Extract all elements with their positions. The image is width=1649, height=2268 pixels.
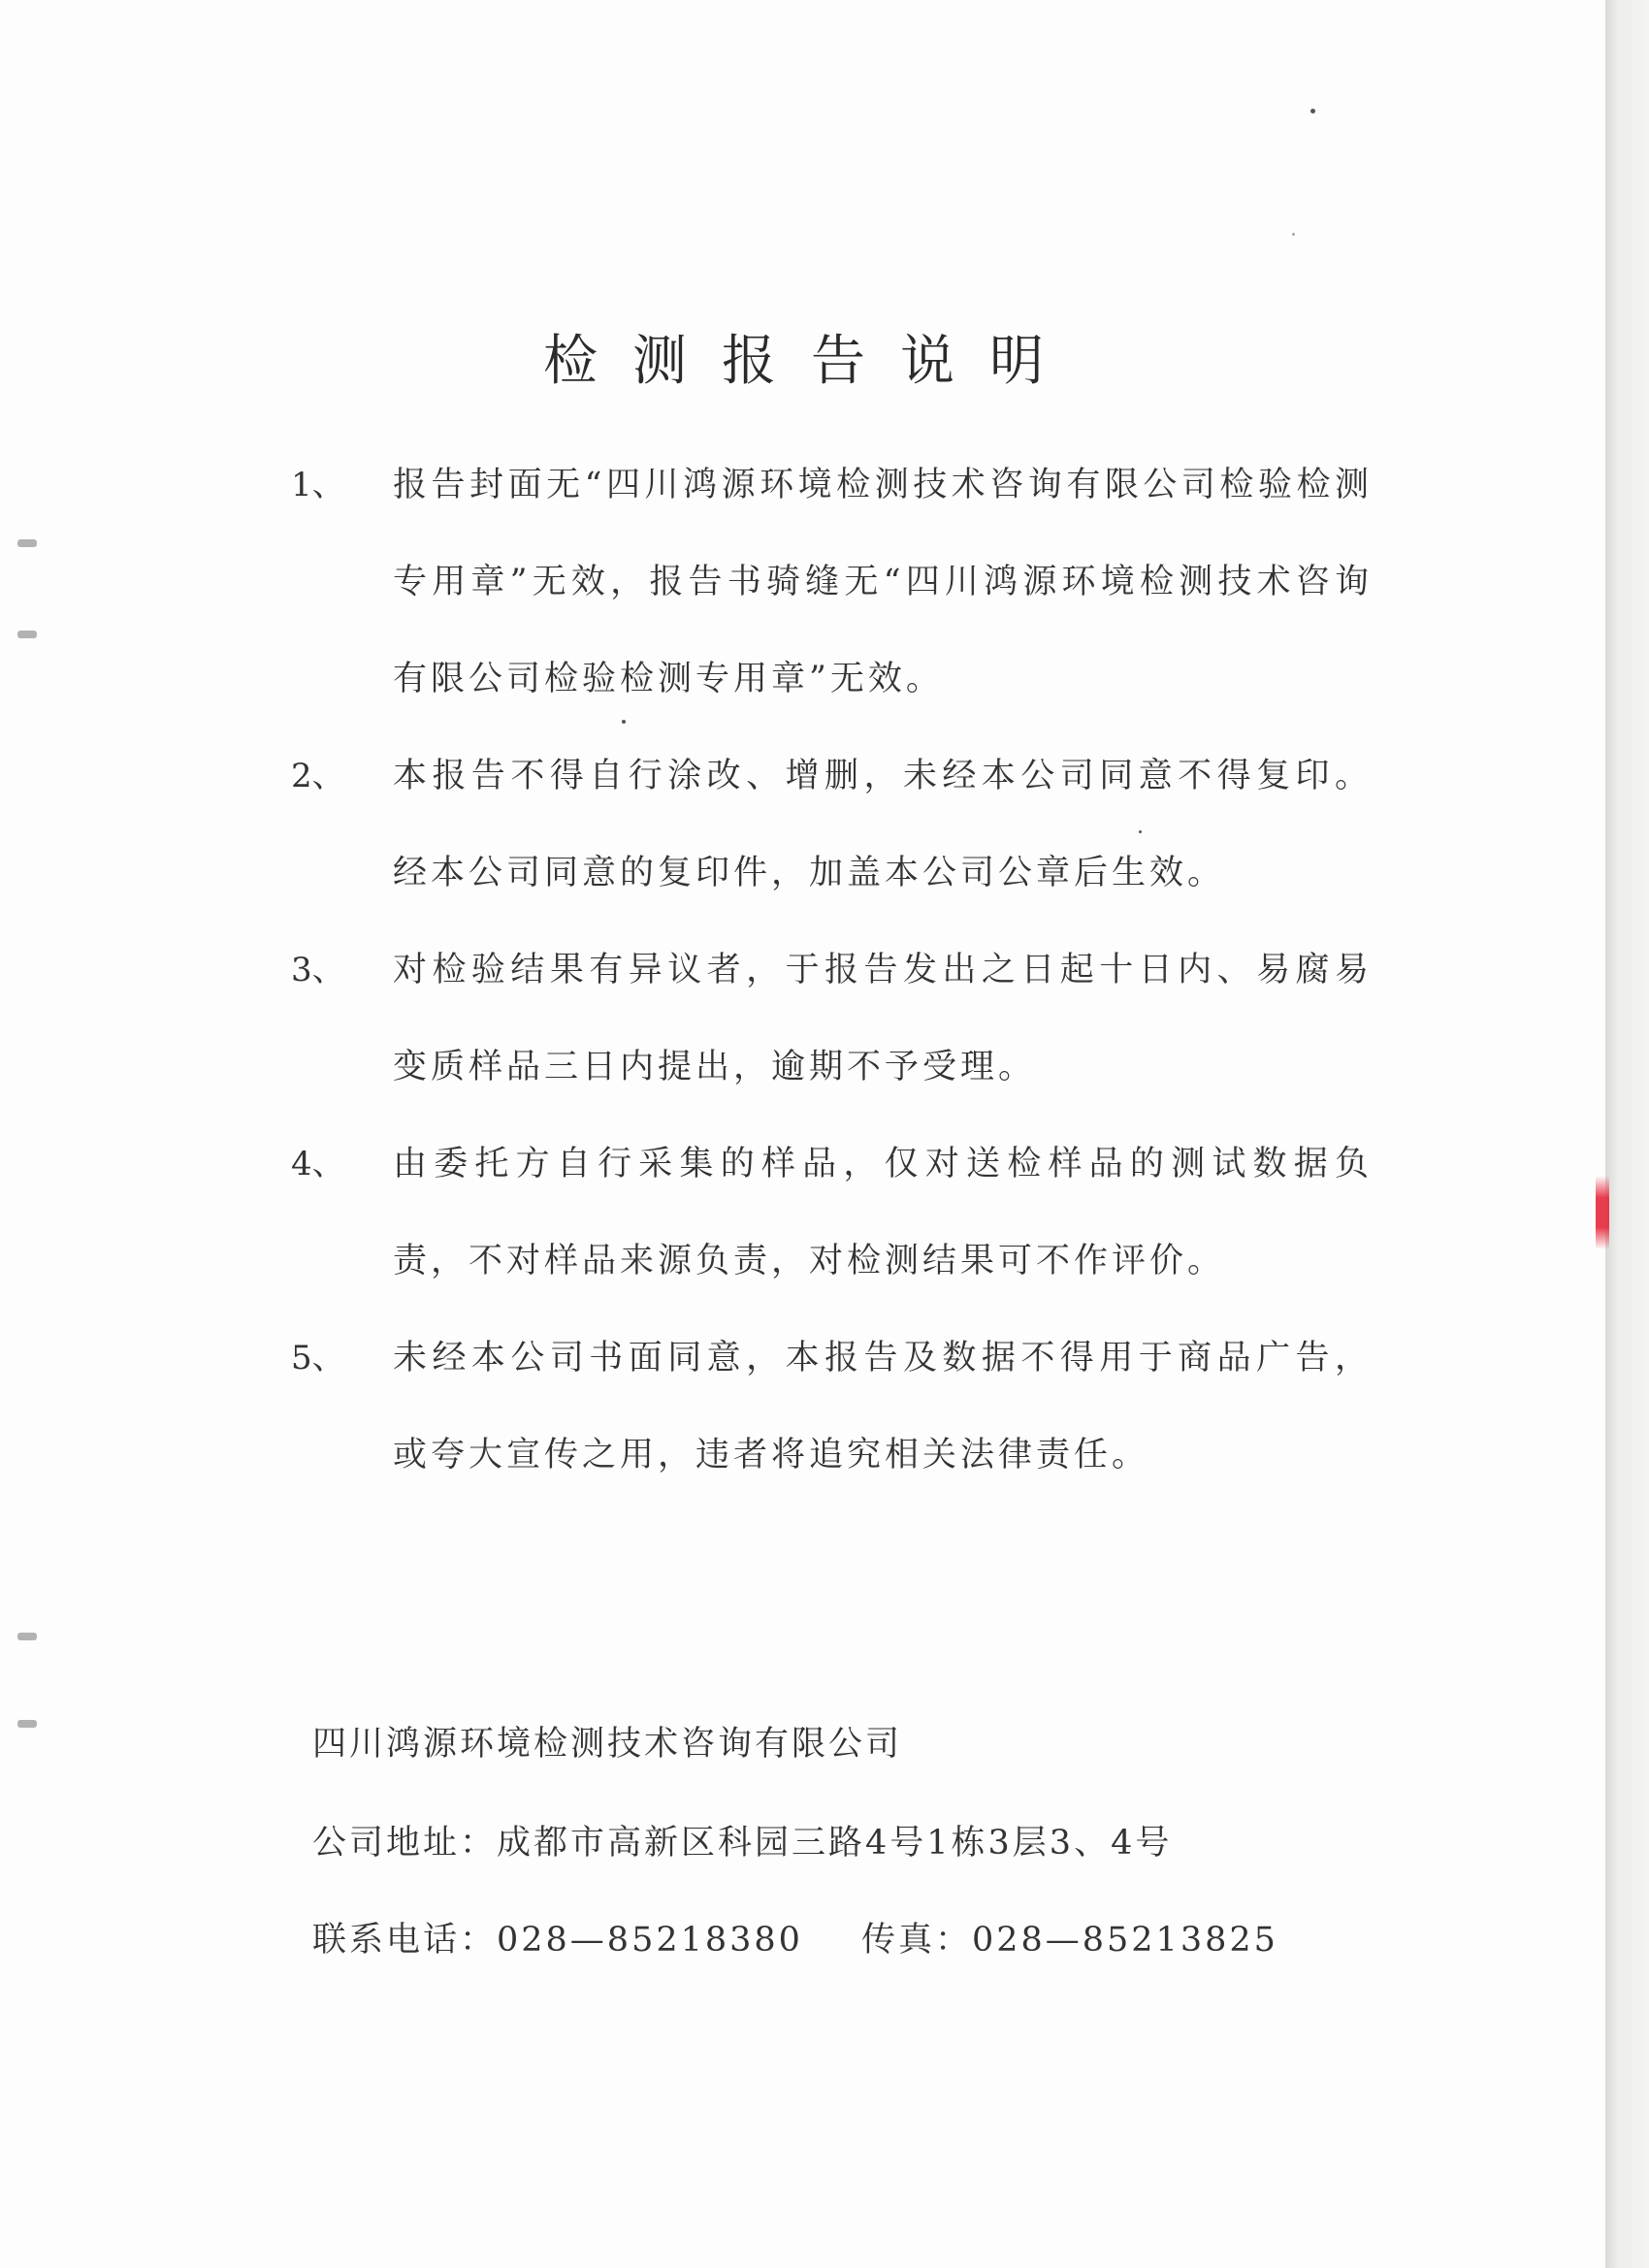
- punch-hole-mark: [17, 1633, 37, 1640]
- scan-speck: [1292, 233, 1295, 236]
- item-text: 对检验结果有异议者，于报告发出之日起十日内、易腐易变质样品三日内提出，逾期不予受理。: [393, 951, 1373, 1086]
- seal-edge-mark: [1596, 1176, 1609, 1249]
- company-name: 四川鸿源环境检测技术咨询有限公司: [312, 1725, 903, 1764]
- company-address: 公司地址：成都市高新区科园三路4号1栋3层3、4号: [312, 1824, 1173, 1863]
- item-text: 本报告不得自行涂改、增删，未经本公司同意不得复印。经本公司同意的复印件，加盖本公司公章后生效。: [393, 757, 1373, 892]
- item-number: 4、: [291, 1145, 345, 1183]
- item-number: 3、: [291, 951, 345, 989]
- item-number: 1、: [291, 466, 345, 504]
- fax-number: 传真：028—85213825: [860, 1921, 1278, 1960]
- contact-line: [312, 1913, 1278, 1961]
- item-number: 5、: [291, 1339, 345, 1377]
- item-number: 2、: [291, 757, 345, 795]
- phone-number: 联系电话：028—85218380: [312, 1921, 803, 1960]
- item-text: 由委托方自行采集的样品，仅对送检样品的测试数据负责，不对样品来源负责，对检测结果可不作评价。: [393, 1145, 1373, 1280]
- scan-edge: [1605, 0, 1649, 2268]
- item-text: 未经本公司书面同意，本报告及数据不得用于商品广告，或夸大宣传之用，违者将追究相关法律责任。: [393, 1339, 1373, 1474]
- punch-hole-mark: [17, 631, 37, 638]
- punch-hole-mark: [17, 1720, 37, 1728]
- item-text: 报告封面无“四川鸿源环境检测技术咨询有限公司检验检测专用章”无效，报告书骑缝无“四川鸿源环境检测技术咨询有限公司检验检测专用章”无效。: [393, 466, 1373, 698]
- scan-speck: [1310, 109, 1315, 113]
- punch-hole-mark: [17, 539, 37, 547]
- page-title: 检测报告说明: [543, 329, 1079, 393]
